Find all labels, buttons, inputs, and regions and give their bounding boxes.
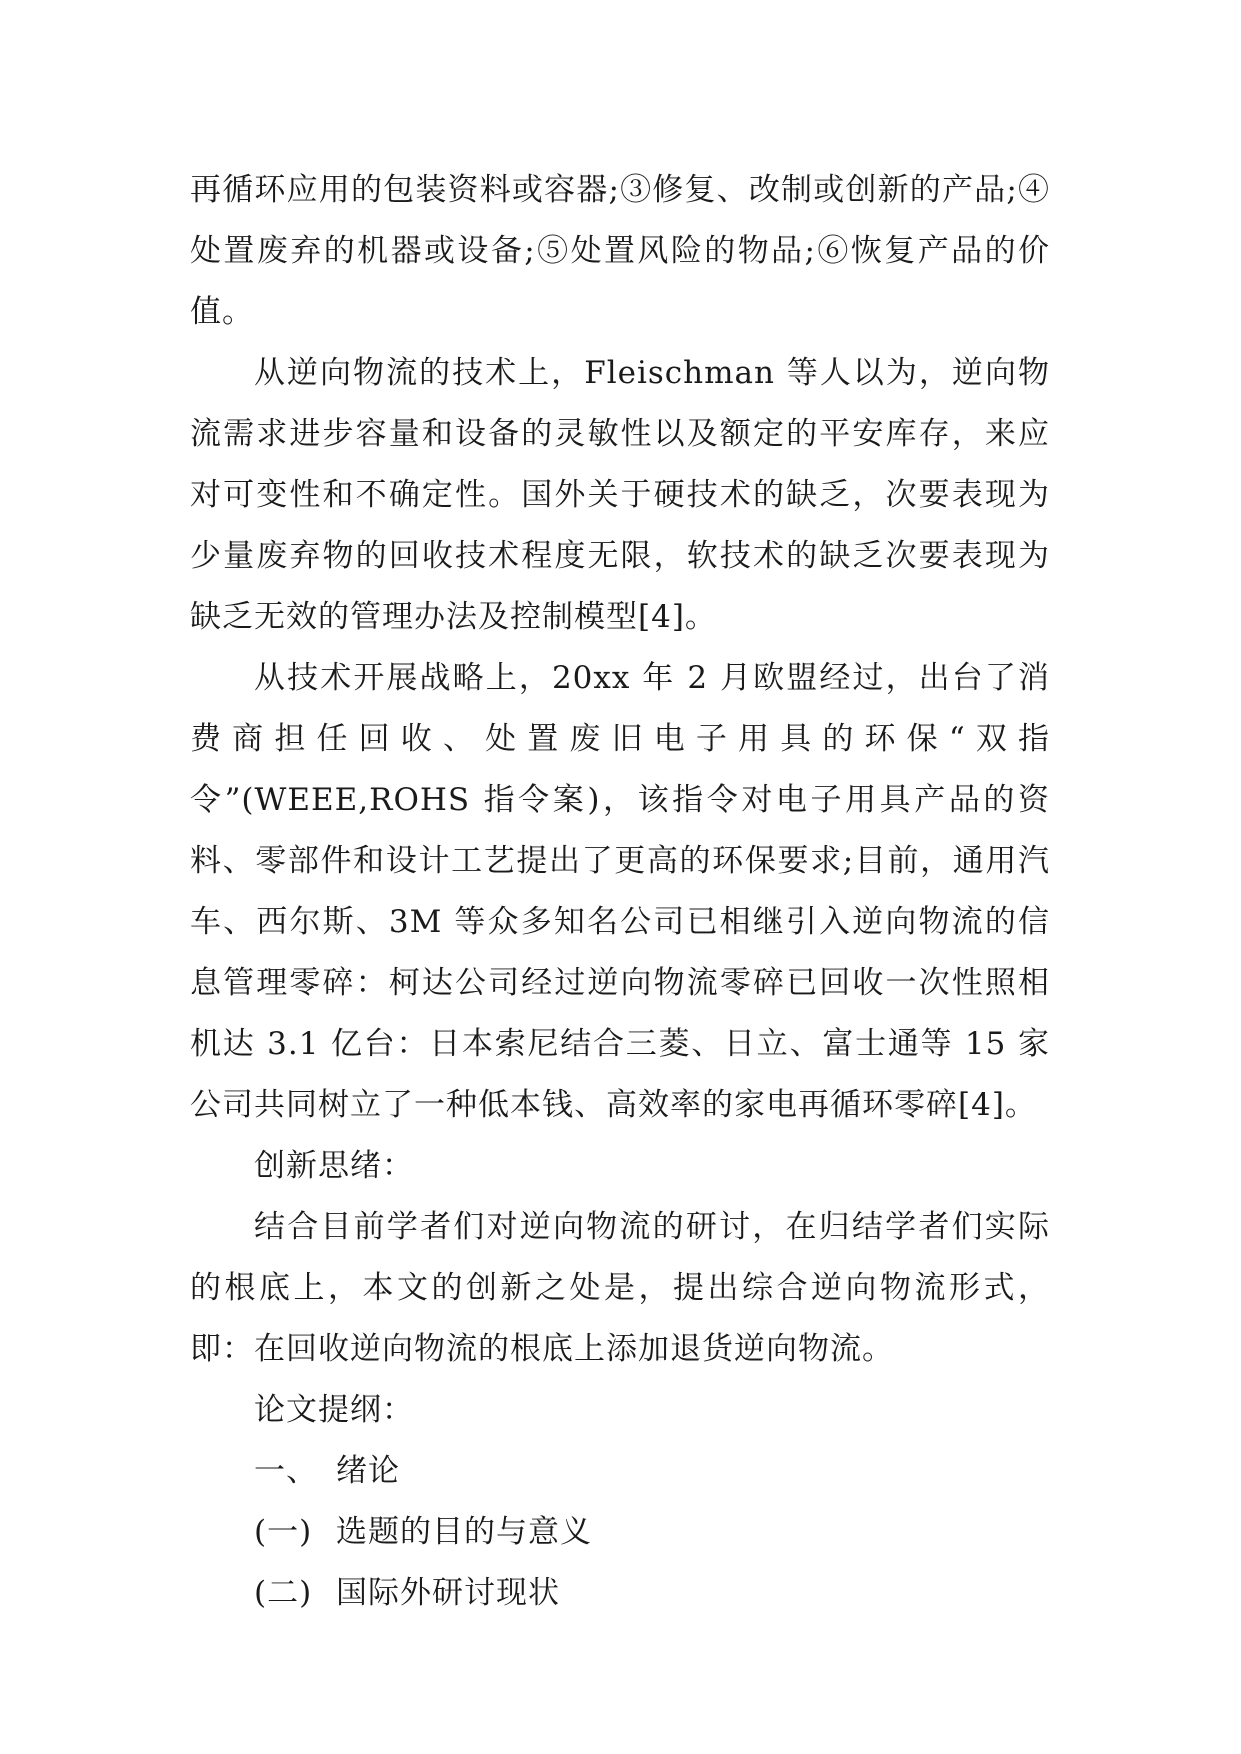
outline-text: 绪论: [336, 1453, 400, 1489]
paragraph-development-strategy: 从技术开展战略上，20xx 年 2 月欧盟经过，出台了消费商担任回收、处置废旧电子用具的环保“双指令”(WEEE,ROHS 指令案)，该指令对电子用具产品的资料、零部件和设计工艺提出了更高的环保要求;目前，通用汽车、西尔斯、3M 等众多知名公司已相继引入逆向物流的信息管理零碎：柯达公司经过逆向物流零碎已回收一次性照相机达 3.1 亿台：日本索尼结合三菱、日立、富士通等 15 家公司共同树立了一种低本钱、高效率的家电再循环零碎[4]。: [190, 660, 1050, 1123]
outline-number: (一): [254, 1514, 313, 1550]
outline-text: 选题的目的与意义: [336, 1514, 592, 1550]
outline-number: 一、: [254, 1453, 318, 1489]
document-body: [190, 160, 1050, 1624]
outline-item: [190, 1563, 1050, 1624]
outline-item: [190, 1502, 1050, 1563]
heading-innovation: 创新思绪：: [254, 1148, 414, 1184]
outline-text: 国际外研讨现状: [336, 1575, 560, 1611]
outline-item: [190, 1441, 1050, 1502]
paragraph-innovation: 结合目前学者们对逆向物流的研讨，在归结学者们实际的根底上，本文的创新之处是，提出综合逆向物流形式，即：在回收逆向物流的根底上添加退货逆向物流。: [190, 1209, 1050, 1367]
paragraph-continued: 再循环应用的包装资料或容器;③修复、改制或创新的产品;④处置废弃的机器或设备;⑤处置风险的物品;⑥恢复产品的价值。: [190, 172, 1050, 330]
outline-number: (二): [254, 1575, 313, 1611]
heading-outline: 论文提纲：: [254, 1392, 414, 1428]
paragraph-reverse-logistics-technology: 从逆向物流的技术上，Fleischman 等人以为，逆向物流需求进步容量和设备的灵敏性以及额定的平安库存，来应对可变性和不确定性。国外关于硬技术的缺乏，次要表现为少量废弃物的回收技术程度无限，软技术的缺乏次要表现为缺乏无效的管理办法及控制模型[4]。: [190, 355, 1050, 635]
